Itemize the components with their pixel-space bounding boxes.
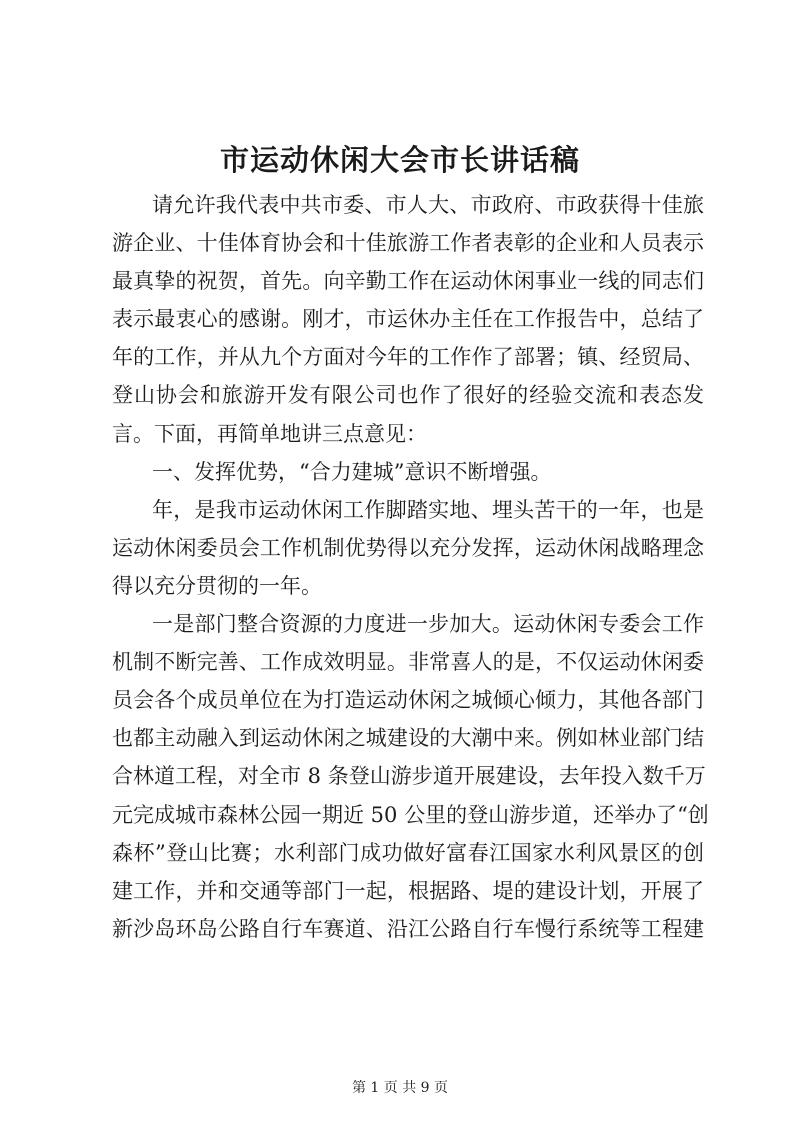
paragraph-line: 运动休闲委员会工作机制优势得以充分发挥，运动休闲战略理念: [112, 535, 704, 560]
paragraph-line: 元完成城市森林公园一期近 50 公里的登山游步道，还举办了“创: [112, 802, 709, 827]
document-body: [112, 186, 709, 948]
paragraph-line: 合林道工程，对全市 8 条登山游步道开展建设，去年投入数千万: [112, 764, 706, 789]
paragraph-line: 员会各个成员单位在为打造运动休闲之城倾心倾力，其他各部门: [112, 688, 704, 713]
paragraph-line: 机制不断完善、工作成效明显。非常喜人的是，不仅运动休闲委: [112, 650, 704, 675]
paragraph-line: 新沙岛环岛公路自行车赛道、沿江公路自行车慢行系统等工程建: [112, 916, 704, 941]
paragraph-line: 也都主动融入到运动休闲之城建设的大潮中来。例如林业部门结: [112, 726, 704, 751]
page-footer: 第 1 页 共 9 页: [351, 1080, 449, 1096]
paragraph-line: 请允许我代表中共市委、市人大、市政府、市政获得十佳旅: [152, 193, 704, 217]
paragraph-line: 登山协会和旅游开发有限公司也作了很好的经验交流和表态发: [112, 383, 704, 408]
paragraph-line: 年的工作，并从九个方面对今年的工作作了部署；镇、经贸局、: [112, 345, 704, 370]
paragraph-line: 言。下面，再简单地讲三点意见：: [112, 421, 427, 446]
document-title: 市运动休闲大会市长讲话稿: [219, 143, 580, 177]
paragraph-line: 游企业、十佳体育协会和十佳旅游工作者表彰的企业和人员表示: [112, 231, 704, 256]
paragraph-line: 最真挚的祝贺，首先。向辛勤工作在运动休闲事业一线的同志们: [112, 269, 704, 294]
paragraph-line: 森杯”登山比赛；水利部门成功做好富春江国家水利风景区的创: [112, 840, 704, 865]
paragraph-line: 得以充分贯彻的一年。: [112, 573, 322, 598]
paragraph-line: 表示最衷心的感谢。刚才，市运休办主任在工作报告中，总结了: [112, 307, 704, 332]
paragraph-line: 年，是我市运动休闲工作脚踏实地、埋头苦干的一年，也是: [152, 497, 704, 522]
paragraph-line: 一是部门整合资源的力度进一步加大。运动休闲专委会工作: [152, 612, 704, 637]
paragraph-line: 建工作，并和交通等部门一起，根据路、堤的建设计划，开展了: [112, 878, 704, 903]
section-heading: 一、发挥优势，“合力建城”意识不断增强。: [152, 459, 552, 484]
